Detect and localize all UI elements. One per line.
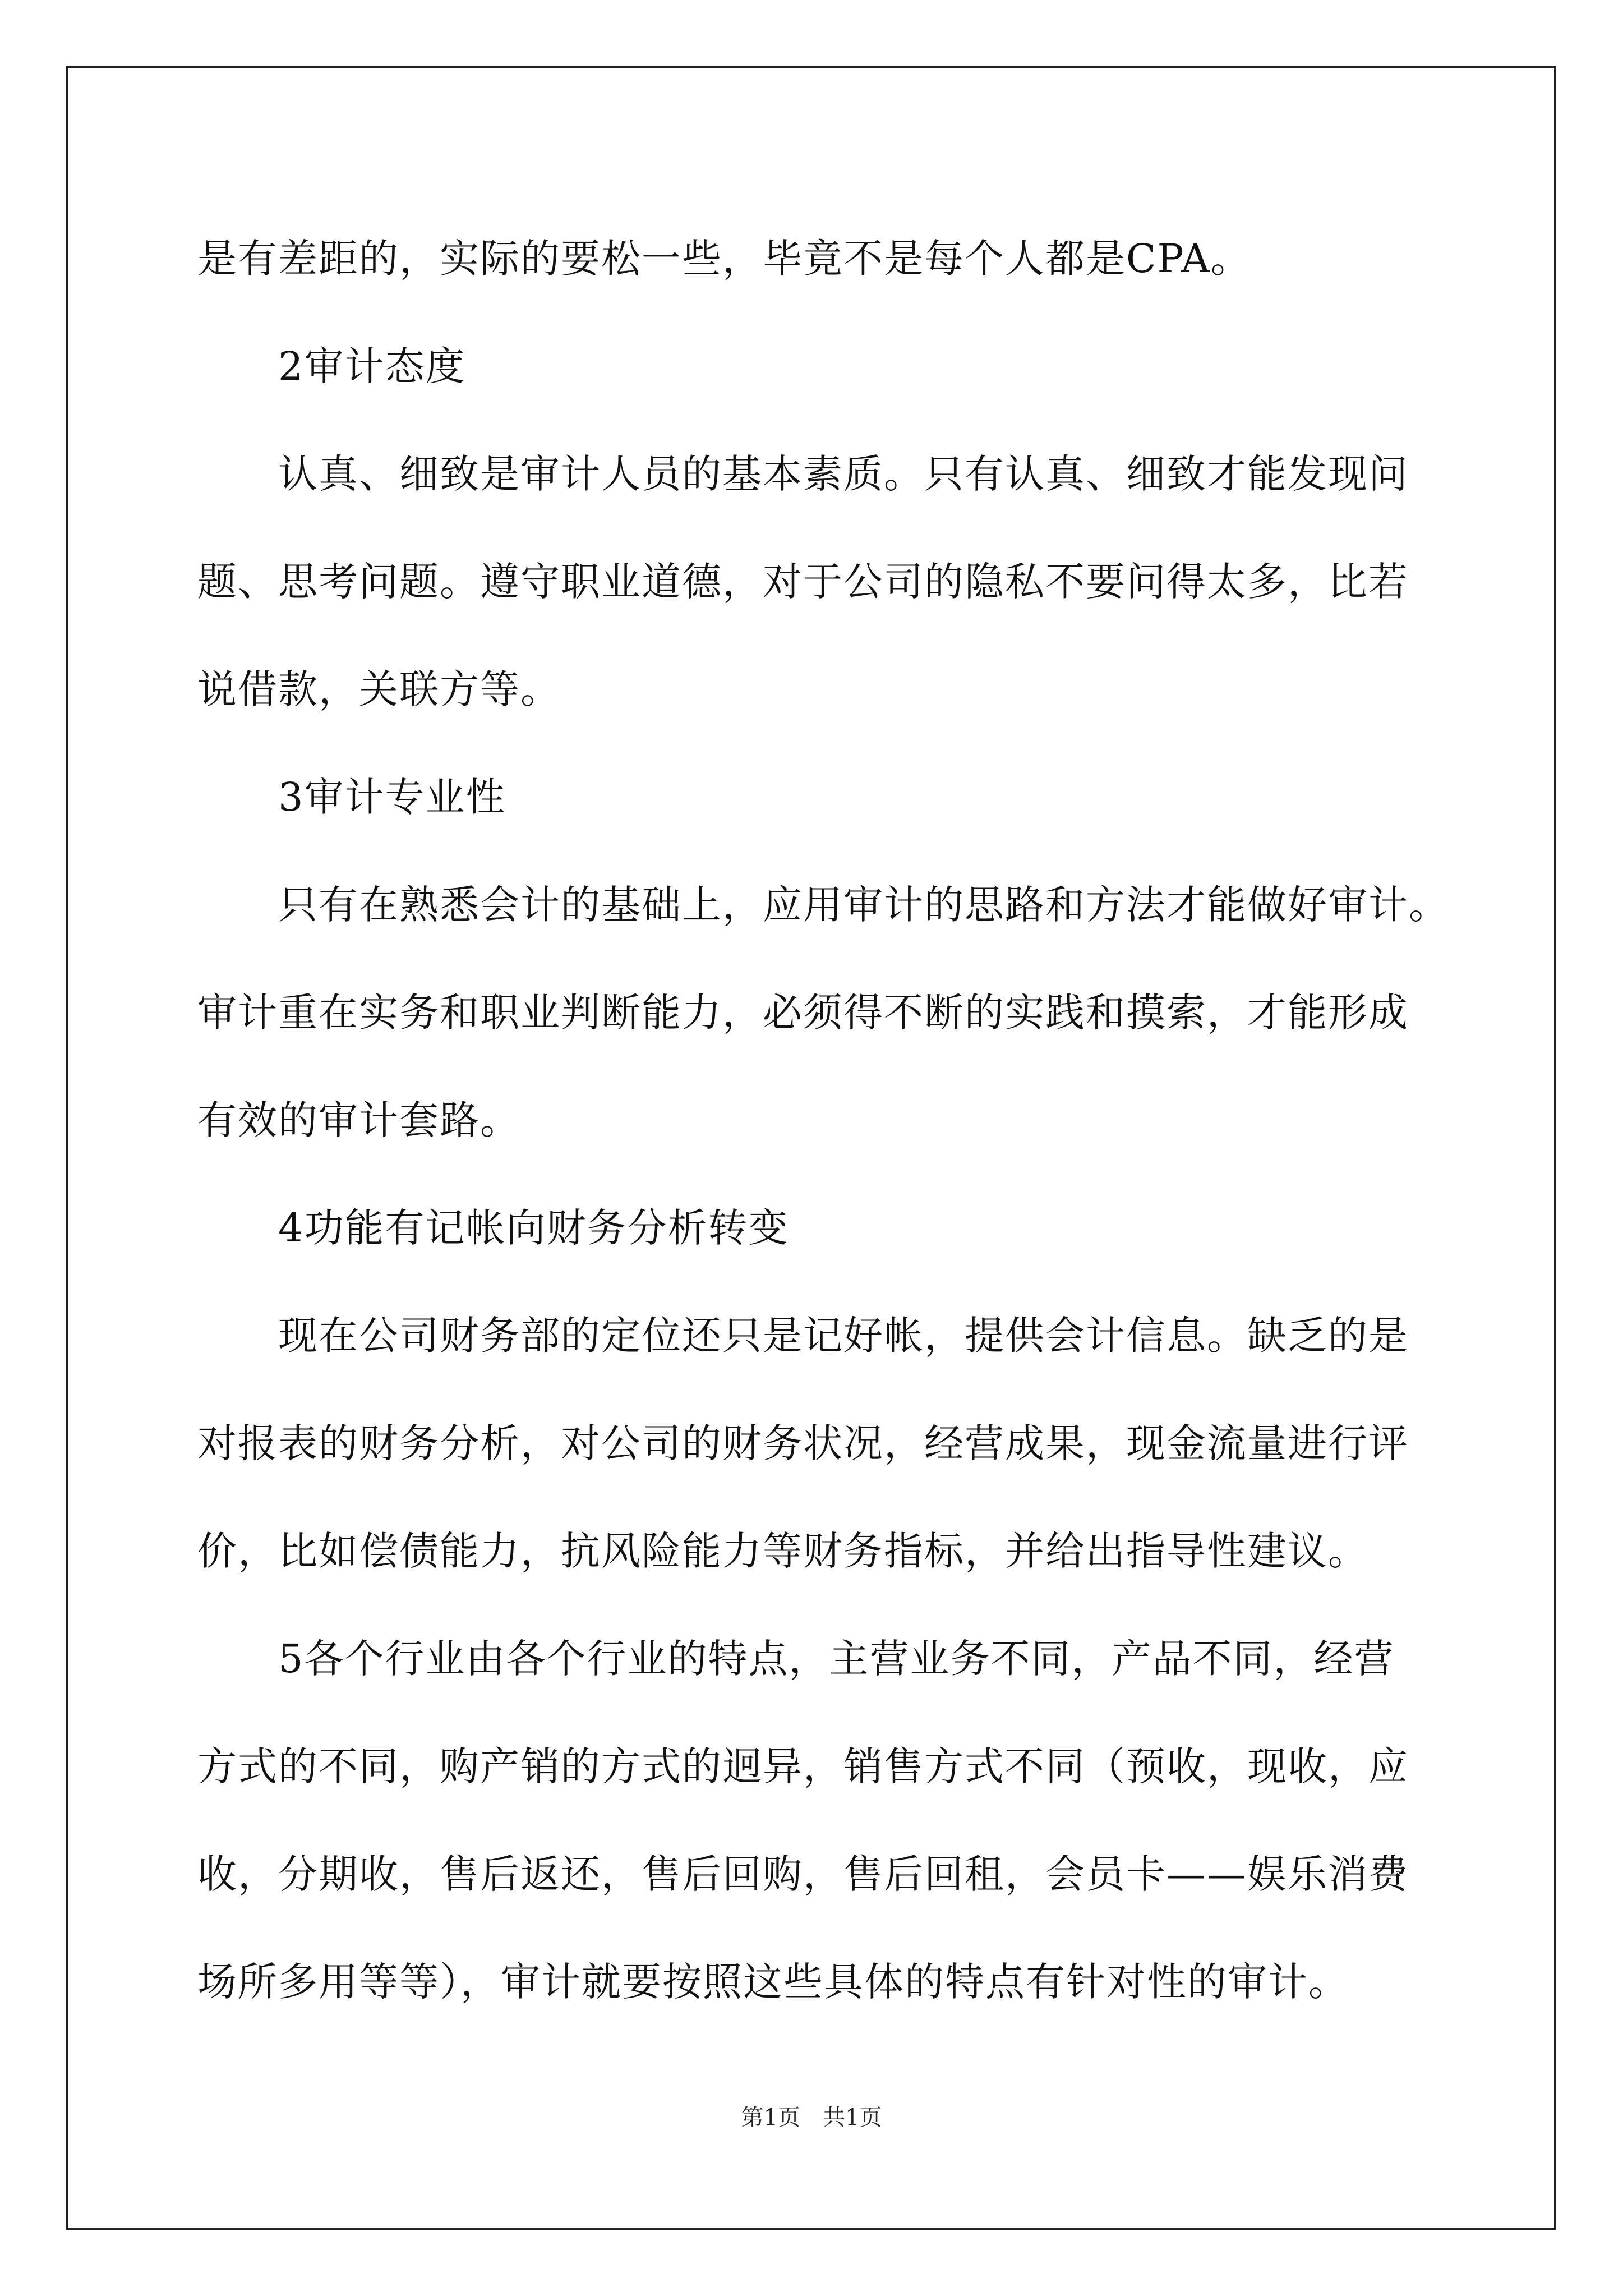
text-line: 有效的审计套路。 (197, 1097, 520, 1143)
section-heading: 2审计态度 (197, 343, 466, 389)
text-line: 是有差距的，实际的要松一些，毕竟不是每个人都是CPA。 (197, 236, 1251, 282)
text-line: 题、思考问题。遵守职业道德，对于公司的隐私不要问得太多，比若 (197, 559, 1409, 605)
text-line: 只有在熟悉会计的基础上，应用审计的思路和方法才能做好审计。 (197, 882, 1449, 928)
page-footer: 第1页 共1页 (741, 2105, 882, 2131)
text-line: 现在公司财务部的定位还只是记好帐，提供会计信息。缺乏的是 (197, 1313, 1409, 1359)
text-line: 认真、细致是审计人员的基本素质。只有认真、细致才能发现问 (197, 451, 1409, 497)
text-line: 说借款，关联方等。 (197, 666, 561, 712)
text-line: 价，比如偿债能力，抗风险能力等财务指标，并给出指导性建议。 (197, 1528, 1368, 1574)
document-body (197, 205, 1449, 2036)
text-line: 审计重在实务和职业判断能力，必须得不断的实践和摸索，才能形成 (197, 990, 1409, 1036)
text-line: 5各个行业由各个行业的特点，主营业务不同，产品不同，经营 (197, 1636, 1395, 1682)
text-line: 收，分期收，售后返还，售后回购，售后回租，会员卡——娱乐消费 (197, 1851, 1409, 1897)
text-line: 对报表的财务分析，对公司的财务状况，经营成果，现金流量进行评 (197, 1420, 1409, 1466)
section-heading: 4功能有记帐向财务分析转变 (197, 1205, 789, 1251)
text-line: 场所多用等等），审计就要按照这些具体的特点有针对性的审计。 (197, 1959, 1349, 2005)
text-line: 方式的不同，购产销的方式的迥异，销售方式不同（预收，现收，应 (197, 1743, 1409, 1789)
section-heading: 3审计专业性 (197, 774, 506, 820)
